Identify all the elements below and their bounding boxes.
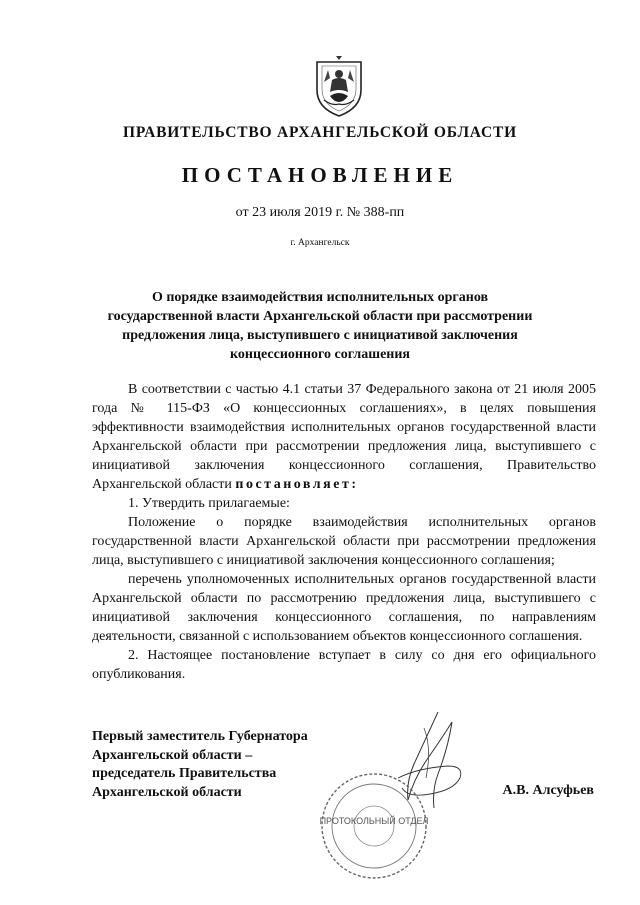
document-type: ПОСТАНОВЛЕНИЕ <box>181 163 459 187</box>
item-2: 2. Настоящее постановление вступает в силу со дня его официального опубликования. <box>92 648 596 682</box>
subject-line: концессионного соглашения <box>230 347 410 362</box>
position-line: Архангельской области <box>92 784 242 800</box>
signatory-name: А.В. Алсуфьев <box>502 783 594 798</box>
document-body <box>92 380 596 684</box>
preamble-paragraph <box>92 380 596 494</box>
position-line: Архангельской области – <box>92 747 253 763</box>
item-1-a: Положение о порядке взаимодействия исполнительных органов государственной власти Архангельской области при рассмотрении предложения лица, выступившего с инициативой заключения концессионного соглашения; <box>92 515 596 568</box>
date-number: от 23 июля 2019 г. № 388-пп <box>235 205 405 220</box>
position-line: председатель Правительства <box>92 766 277 781</box>
subject-line: государственной власти Архангельской области при рассмотрении <box>107 309 533 324</box>
government-title: ПРАВИТЕЛЬСТВО АРХАНГЕЛЬСКОЙ ОБЛАСТИ <box>122 124 517 141</box>
document-subject <box>100 288 540 364</box>
city: г. Архангельск <box>290 238 350 248</box>
stamp-text: ПРОТОКОЛЬНЫЙ ОТДЕЛ <box>319 816 429 826</box>
item-1: 1. Утвердить прилагаемые: <box>128 496 290 511</box>
official-stamp <box>318 770 430 882</box>
position-line: Первый заместитель Губернатора <box>92 729 308 744</box>
item-1-b: перечень уполномоченных исполнительных органов государственной власти Архангельской области по рассмотрению предложения лица, выступившего с инициативой заключения концессионного соглашения, по направлениям деятельности, связанной с использованием объектов концессионного соглашения. <box>92 572 596 644</box>
subject-line: предложения лица, выступившего с инициативой заключения <box>122 328 518 343</box>
coat-of-arms-emblem <box>310 56 368 118</box>
subject-line: О порядке взаимодействия исполнительных органов <box>151 290 489 305</box>
decree-word: постановляет: <box>235 477 359 492</box>
preamble-text: В соответствии с частью 4.1 статьи 37 Федерального закона от 21 июля 2005 года № 115-ФЗ «О концессионных соглашениях», в целях повышения эффективности взаимодействия исполнительных органов государственной власти Архангельской области при рассмотрении предложения лица, выступившего с инициативой заключения концессионного соглашения, Правительство Архангельской области <box>92 382 596 492</box>
